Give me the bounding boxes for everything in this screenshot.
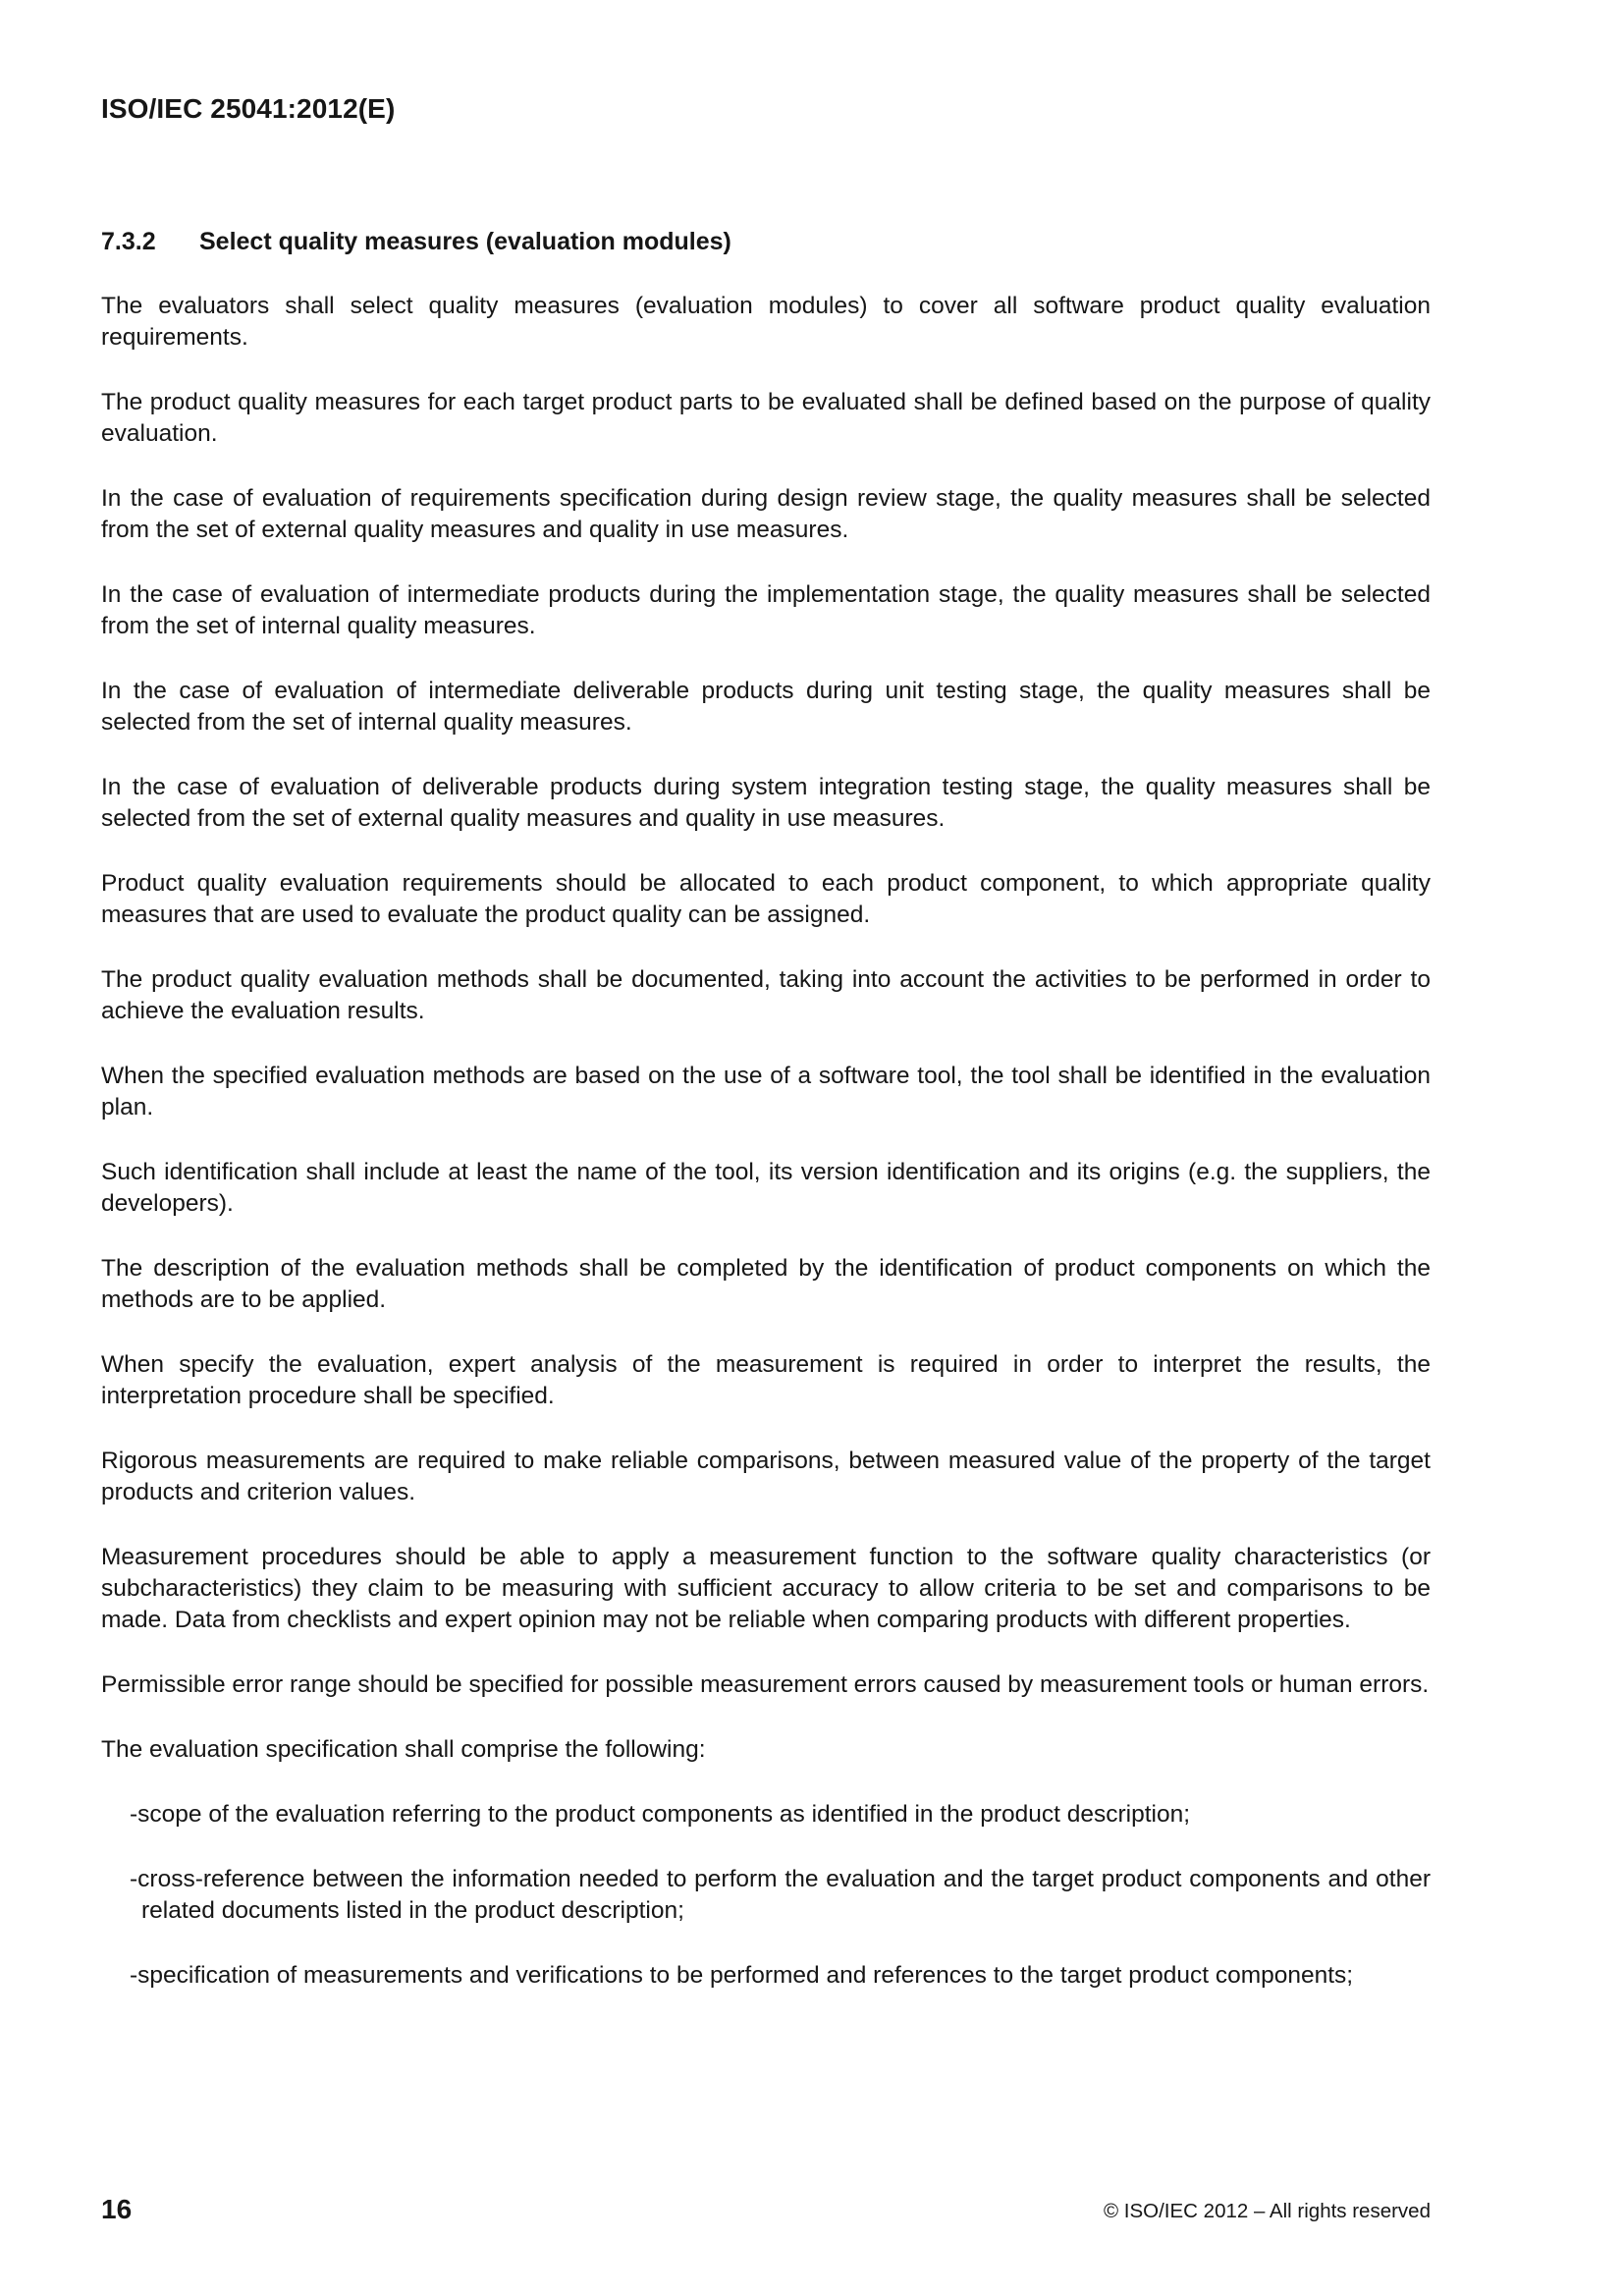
paragraph: In the case of evaluation of intermediate deliverable products during unit testing stage, the quality measures shall be selected from the set of internal quality measures. xyxy=(101,678,1431,736)
section-title: Select quality measures (evaluation modules) xyxy=(199,228,731,255)
list-intro-paragraph: The evaluation specification shall comprise the following: xyxy=(101,1736,706,1763)
paragraph: When the specified evaluation methods are based on the use of a software tool, the tool shall be identified in the evaluation plan. xyxy=(101,1063,1431,1121)
paragraph: In the case of evaluation of requirements specification during design review stage, the quality measures shall be selected from the set of external quality measures and quality in use measures. xyxy=(101,485,1431,543)
paragraph: Product quality evaluation requirements should be allocated to each product component, to which appropriate quality measures that are used to evaluate the product quality can be assigned. xyxy=(101,870,1431,928)
list-item: -scope of the evaluation referring to the product components as identified in the product description; xyxy=(130,1801,1191,1828)
document-body xyxy=(101,291,1431,2025)
list-item: -cross-reference between the information needed to perform the evaluation and the target product components and other related documents listed in the product description; xyxy=(130,1866,1431,1924)
paragraph: In the case of evaluation of intermediate products during the implementation stage, the quality measures shall be selected from the set of internal quality measures. xyxy=(101,581,1431,639)
paragraph: The evaluators shall select quality measures (evaluation modules) to cover all software product quality evaluation requirements. xyxy=(101,293,1431,351)
paragraph: Measurement procedures should be able to apply a measurement function to the software quality characteristics (or subcharacteristics) they claim to be measuring with sufficient accuracy to allow criteria to be set and comparisons to be made. Data from checklists and expert opinion may not be reliable when comparing products with different properties. xyxy=(101,1544,1431,1633)
copyright-notice: © ISO/IEC 2012 – All rights reserved xyxy=(1103,2200,1431,2222)
paragraph: The description of the evaluation methods shall be completed by the identification of product components on which the methods are to be applied. xyxy=(101,1255,1431,1313)
paragraph: Such identification shall include at least the name of the tool, its version identification and its origins (e.g. the suppliers, the developers). xyxy=(101,1159,1431,1217)
paragraph: Rigorous measurements are required to make reliable comparisons, between measured value of the property of the target products and criterion values. xyxy=(101,1448,1431,1505)
section-heading xyxy=(101,226,1431,257)
paragraph: The product quality measures for each target product parts to be evaluated shall be defined based on the purpose of quality evaluation. xyxy=(101,389,1431,447)
section-number: 7.3.2 xyxy=(101,228,156,255)
paragraph: In the case of evaluation of deliverable products during system integration testing stage, the quality measures shall be selected from the set of external quality measures and quality in use measures. xyxy=(101,774,1431,832)
list-item: -specification of measurements and verifications to be performed and references to the target product components; xyxy=(130,1962,1354,1989)
document-id-header: ISO/IEC 25041:2012(E) xyxy=(101,93,396,124)
paragraph: When specify the evaluation, expert analysis of the measurement is required in order to interpret the results, the interpretation procedure shall be specified. xyxy=(101,1351,1431,1409)
page-number: 16 xyxy=(101,2194,133,2224)
paragraph: Permissible error range should be specified for possible measurement errors caused by measurement tools or human errors. xyxy=(101,1671,1430,1698)
paragraph: The product quality evaluation methods shall be documented, taking into account the activities to be performed in order to achieve the evaluation results. xyxy=(101,966,1431,1024)
